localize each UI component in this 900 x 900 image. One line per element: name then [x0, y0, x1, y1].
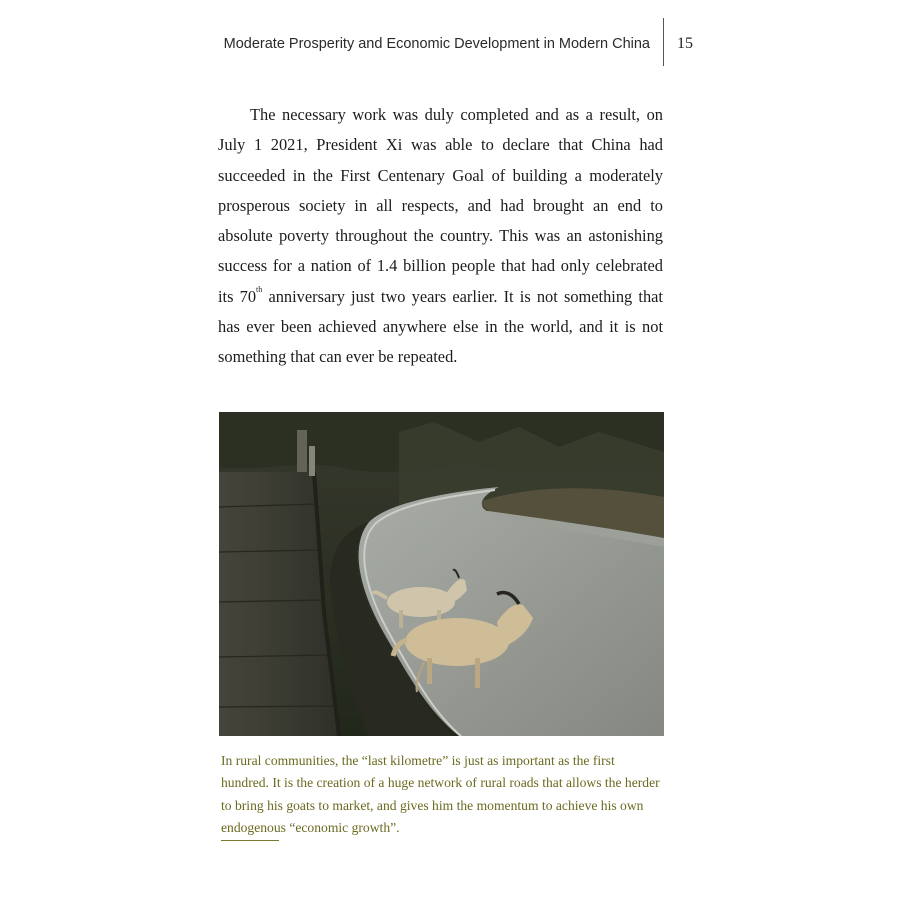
ordinal-superscript: th [256, 284, 263, 294]
header-divider [663, 18, 664, 66]
page-number: 15 [677, 35, 693, 52]
caption-underline [221, 840, 279, 841]
paragraph-text-end: anniversary just two years earlier. It is not something that has ever been achieved anywhere else in the world, and it is not something that can ever be repeated. [218, 286, 663, 367]
photo-caption: In rural communities, the “last kilometre” is just as important as the first hundred. It is the creation of a huge network of rural roads that allows the herder to bring his goats to market, and gives him the momentum to achieve his own endogenous “economic growth”. [221, 753, 660, 835]
paragraph-text-start: The necessary work was duly completed and as a result, on July 1 2021, President Xi was able to declare that China had succeeded in the First Centenary Goal of building a moderately prosperous society in all respects, and had brought an end to absolute poverty throughout the country. This was an astonishing success for a nation of 1.4 billion people that had only celebrated its 70 [218, 105, 663, 306]
running-head-title: Moderate Prosperity and Economic Development in Modern China [223, 36, 650, 52]
body-paragraph [218, 100, 663, 373]
goats-on-road-photo [219, 412, 664, 736]
